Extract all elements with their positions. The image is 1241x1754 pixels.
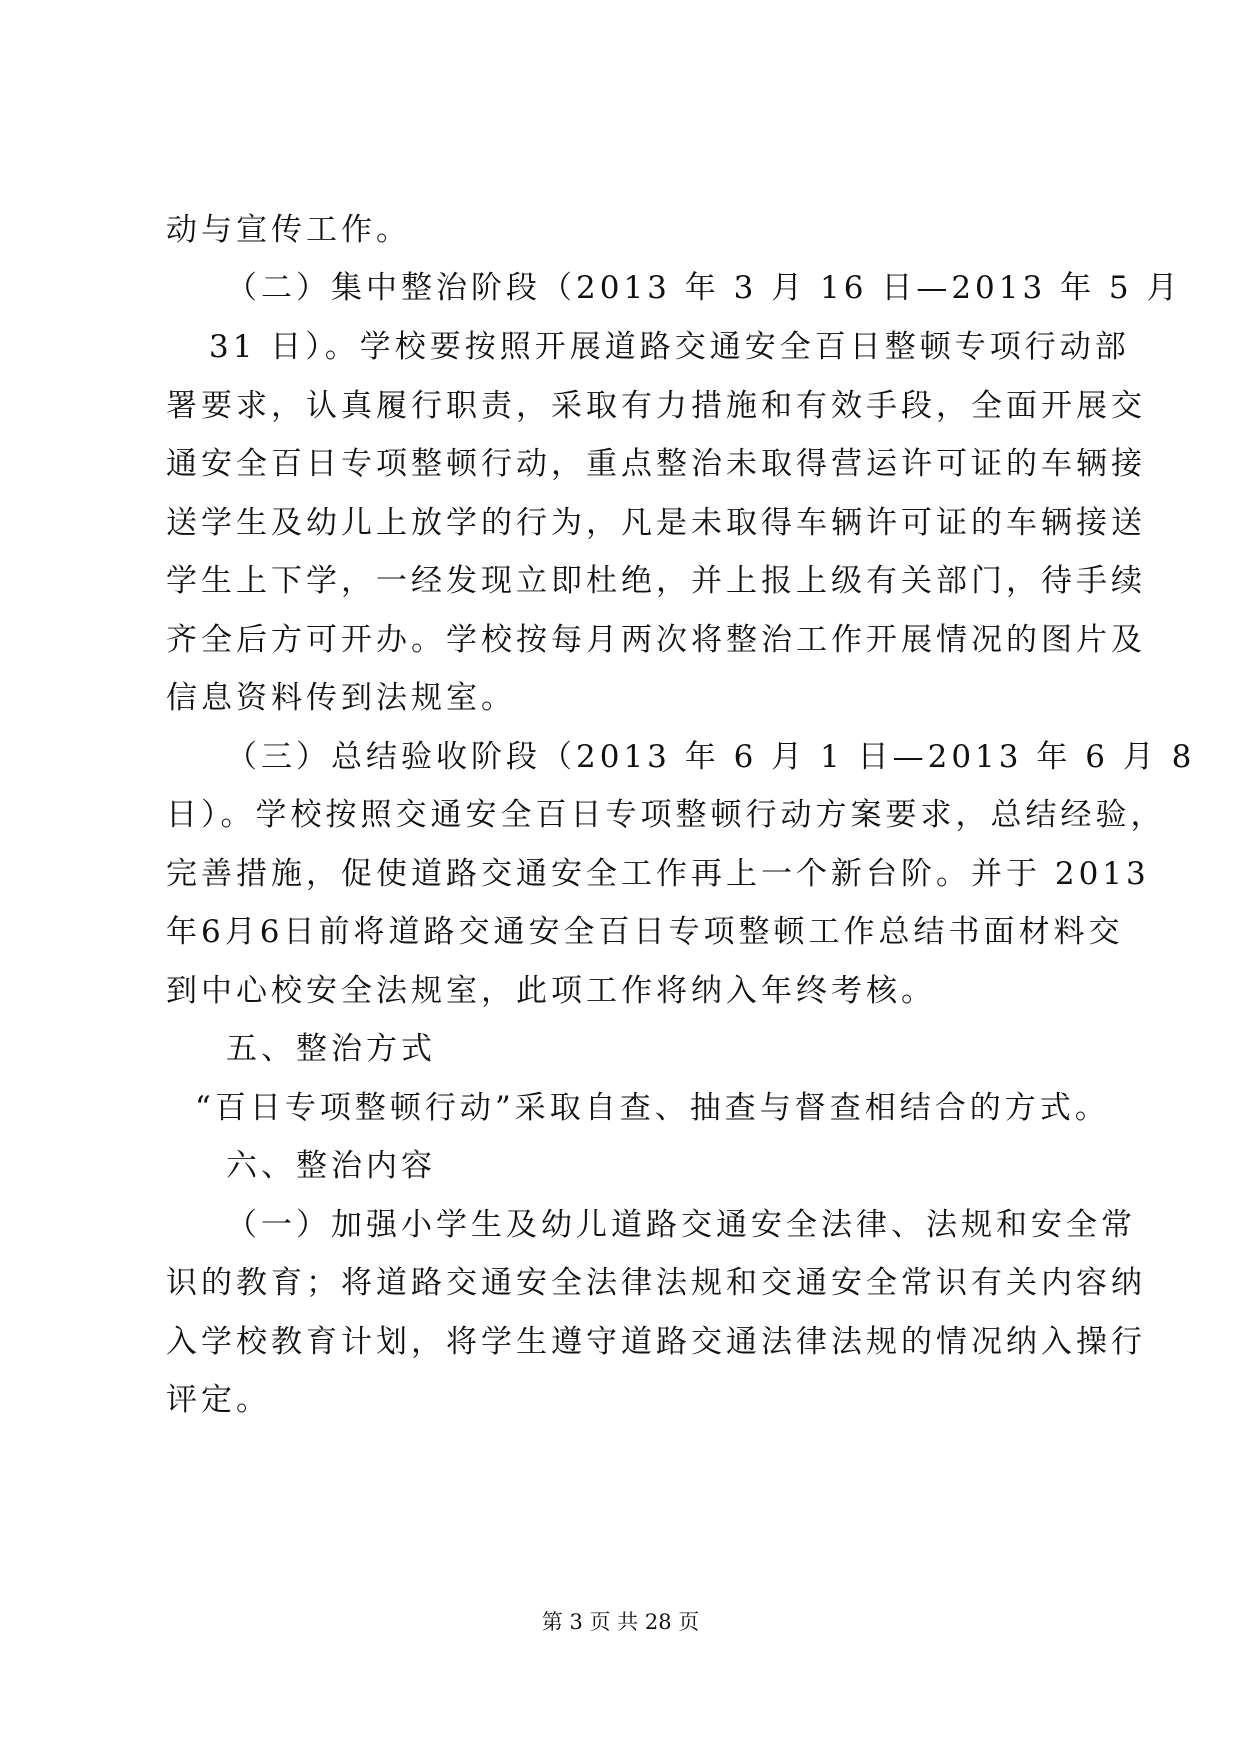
text-line: 完善措施，促使道路交通安全工作再上一个新台阶。并于 2013 <box>166 856 1150 892</box>
text-line: 送学生及幼儿上放学的行为，凡是未取得车辆许可证的车辆接送 <box>166 505 1146 541</box>
text-line: 学生上下学，一经发现立即杜绝，并上报上级有关部门，待手续 <box>166 563 1146 599</box>
section-heading-content: 六、整治内容 <box>226 1148 436 1184</box>
section-heading-phase-3: （三）总结验收阶段（2013 年 6 月 1 日—2013 年 6 月 8 <box>226 739 1196 775</box>
text-line: 入学校教育计划，将学生遵守道路交通法律法规的情况纳入操行 <box>166 1324 1146 1360</box>
text-line: 日）。学校按照交通安全百日专项整顿行动方案要求，总结经验， <box>166 797 1166 833</box>
text-line: 信息资料传到法规室。 <box>166 680 516 716</box>
text-line: 动与宣传工作。 <box>166 212 411 248</box>
text-line: 到中心校安全法规室，此项工作将纳入年终考核。 <box>166 973 936 1009</box>
text-line: 评定。 <box>166 1382 271 1418</box>
section-heading-phase-2: （二）集中整治阶段（2013 年 3 月 16 日—2013 年 5 月 <box>226 270 1182 306</box>
section-heading-method: 五、整治方式 <box>226 1031 436 1067</box>
page-number-footer: 第 3 页 共 28 页 <box>541 1610 700 1634</box>
text-line: 通安全百日专项整顿行动，重点整治未取得营运许可证的车辆接 <box>166 446 1146 482</box>
text-line: 齐全后方可开办。学校按每月两次将整治工作开展情况的图片及 <box>166 622 1146 658</box>
text-line: 识的教育；将道路交通安全法律法规和交通安全常识有关内容纳 <box>166 1265 1146 1301</box>
text-line: “百日专项整顿行动”采取自查、抽查与督查相结合的方式。 <box>195 1090 1110 1126</box>
text-line: 署要求，认真履行职责，采取有力措施和有效手段，全面开展交 <box>166 388 1146 424</box>
text-line: （一）加强小学生及幼儿道路交通安全法律、法规和安全常 <box>226 1207 1136 1243</box>
text-line: 31 日）。学校要按照开展道路交通安全百日整顿专项行动部 <box>209 329 1130 365</box>
text-line: 年6月6日前将道路交通安全百日专项整顿工作总结书面材料交 <box>166 914 1124 950</box>
